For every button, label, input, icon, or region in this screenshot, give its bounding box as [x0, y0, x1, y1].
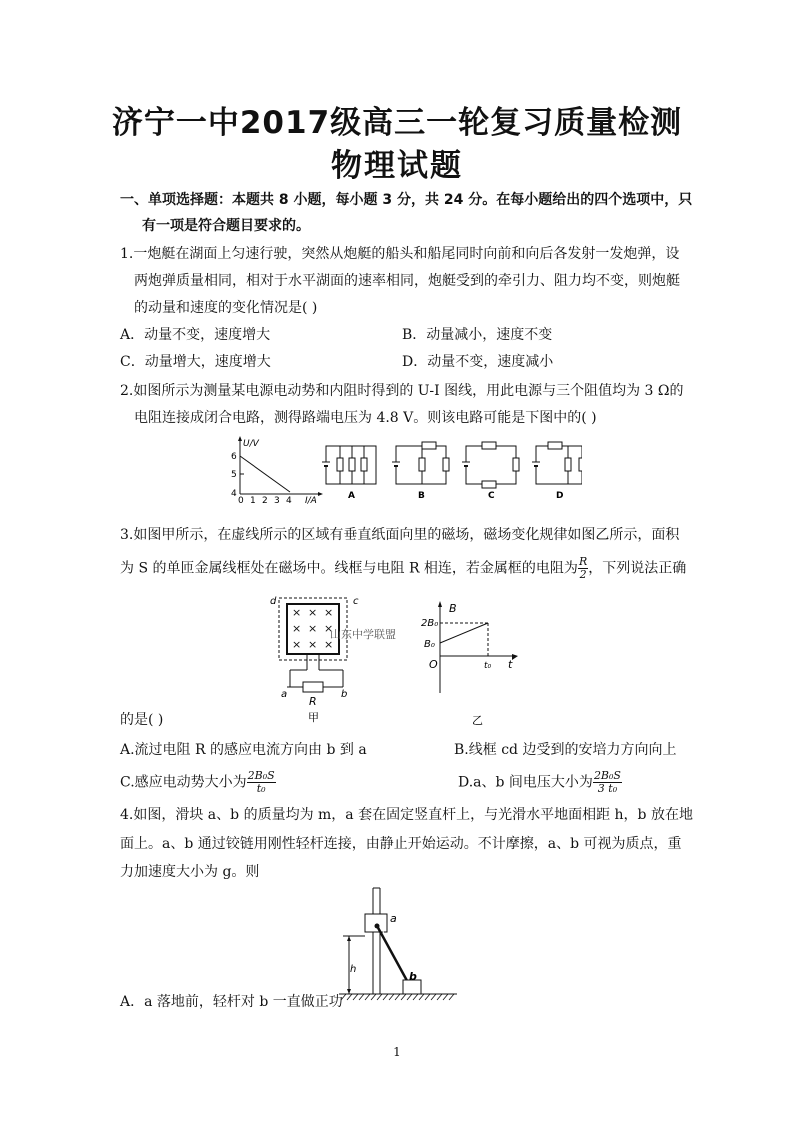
svg-text:×: ×: [292, 622, 302, 635]
graph-xtick-4: 4: [286, 496, 292, 504]
graph-ytick-4: 4: [231, 489, 237, 499]
q4-figure: [335, 884, 465, 1014]
q3-option-d-prefix: D.a、b 间电压大小为: [458, 774, 593, 791]
circuit-label-d: D: [556, 491, 564, 500]
q1-line3: 的动量和速度的变化情况是( ): [134, 300, 318, 316]
q3-line2-a: 为 S 的单匝金属线框处在磁场中。线框与电阻 R 相连，若金属框的电阻为: [120, 560, 578, 577]
q3-option-d: [458, 770, 622, 795]
q3-figure-yi: [420, 598, 520, 728]
circuit-a: [322, 446, 376, 500]
q3-frac-r: [578, 556, 588, 581]
yi-t0: t₀: [484, 661, 492, 671]
yi-y1: B₀: [424, 639, 435, 650]
q3-option-c-prefix: C.感应电动势大小为: [120, 774, 247, 791]
yi-xlabel: t: [508, 658, 513, 671]
svg-text:×: ×: [324, 622, 334, 635]
q2-line2: 电阻连接成闭合电路，测得路端电压为 4.8 V。则该电路可能是下图中的( ): [134, 410, 597, 426]
svg-text:×: ×: [308, 638, 318, 651]
graph-ytick-5: 5: [231, 470, 237, 480]
page-number: 1: [393, 1045, 401, 1059]
q1-option-b: B．动量减小，速度不变: [402, 327, 553, 343]
fig-label-h: h: [350, 964, 357, 975]
q1-option-d: D．动量不变，速度减小: [402, 354, 554, 370]
q4-line2: 面上。a、b 通过铰链用刚性轻杆连接，由静止开始运动。不计摩擦，a、b 可视为质点，重: [120, 836, 682, 852]
q2-circuits: [322, 440, 582, 500]
caption-jia: 甲: [308, 711, 319, 724]
graph-xtick-3: 3: [274, 496, 280, 504]
circuit-c: [462, 442, 519, 500]
circuit-d: [532, 442, 582, 500]
q1-option-c: C．动量增大，速度增大: [120, 354, 271, 370]
watermark: 山东中学联盟: [330, 628, 396, 641]
graph-xtick-0: 0: [238, 496, 244, 504]
fig-label-b: b: [409, 970, 417, 983]
caption-yi: 乙: [472, 714, 483, 727]
q3-option-a: A.流过电阻 R 的感应电流方向由 b 到 a: [120, 742, 367, 758]
circuit-b: [392, 442, 449, 500]
q3-option-c: [120, 770, 276, 795]
yi-origin: O: [429, 658, 438, 671]
q3-option-d-frac: [593, 770, 622, 795]
svg-text:×: ×: [292, 606, 302, 619]
svg-text:×: ×: [292, 638, 302, 651]
svg-text:×: ×: [324, 638, 334, 651]
q3-option-c-frac: [247, 770, 276, 795]
q3-option-d-num: 2B₀S: [593, 769, 621, 782]
terminal-a: a: [281, 689, 288, 700]
q3-frac-r-den: 2: [579, 568, 587, 581]
q3-option-c-den: t₀: [256, 782, 266, 795]
resistor-r: R: [309, 695, 317, 708]
svg-text:×: ×: [308, 622, 318, 635]
graph-xtick-2: 2: [262, 496, 268, 504]
q2-line1: 2.如图所示为测量某电源电动势和内阻时得到的 U-I 图线，用此电源与三个阻值均为 3 Ω的: [120, 383, 684, 399]
circuit-label-c: C: [488, 491, 495, 500]
q3-option-d-den: 3 t₀: [597, 782, 618, 795]
yi-ylabel: B: [449, 602, 457, 615]
q3-line2-b: ，下列说法正确: [588, 560, 687, 577]
page-title: 济宁一中2017级高三一轮复习质量检测: [111, 105, 683, 141]
section-heading-line1: 一、单项选择题：本题共 8 小题，每小题 3 分，共 24 分。在每小题给出的四个选项中，只: [120, 192, 693, 208]
fig-label-a: a: [390, 912, 397, 925]
q1-option-a: A．动量不变，速度增大: [120, 327, 271, 343]
svg-text:×: ×: [308, 606, 318, 619]
circuit-label-a: A: [348, 491, 355, 500]
circuit-label-b: B: [418, 491, 425, 500]
q3-option-b: B.线框 cd 边受到的安培力方向向上: [454, 742, 677, 758]
q1-line1: 1.一炮艇在湖面上匀速行驶，突然从炮艇的船头和船尾同时向前和向后各发射一发炮弹，设: [120, 246, 680, 262]
svg-text:×: ×: [324, 606, 334, 619]
q3-line1: 3.如图甲所示，在虚线所示的区域有垂直纸面向里的磁场，磁场变化规律如图乙所示，面积: [120, 527, 680, 543]
q4-line1: 4.如图，滑块 a、b 的质量均为 m，a 套在固定竖直杆上，与光滑水平地面相距 h，b 放在地: [120, 807, 693, 823]
corner-c: c: [353, 596, 359, 607]
q1-line2: 两炮弹质量相同，相对于水平湖面的速率相同，炮艇受到的牵引力、阻力均不变，则炮艇: [134, 273, 680, 289]
graph-ylabel: U/V: [243, 439, 259, 449]
q3-frac-r-num: R: [578, 555, 588, 568]
yi-y2: 2B₀: [421, 618, 439, 629]
corner-d: d: [270, 596, 277, 607]
q3-line2: [120, 556, 686, 581]
q3-option-c-num: 2B₀S: [247, 769, 275, 782]
q2-ui-graph: [225, 434, 325, 504]
graph-ytick-6: 6: [231, 452, 237, 462]
section-heading-line2: 有一项是符合题目要求的。: [142, 218, 310, 234]
q3-figure-jia: [265, 590, 365, 725]
q3-line3: 的是( ): [120, 712, 164, 728]
graph-xlabel: I/A: [305, 496, 317, 504]
terminal-b: b: [341, 689, 348, 700]
page-subtitle: 物理试题: [331, 148, 463, 184]
graph-xtick-1: 1: [250, 496, 256, 504]
q4-line3: 力加速度大小为 g。则: [120, 864, 260, 880]
q4-option-a: A．a 落地前，轻杆对 b 一直做正功: [120, 994, 343, 1010]
